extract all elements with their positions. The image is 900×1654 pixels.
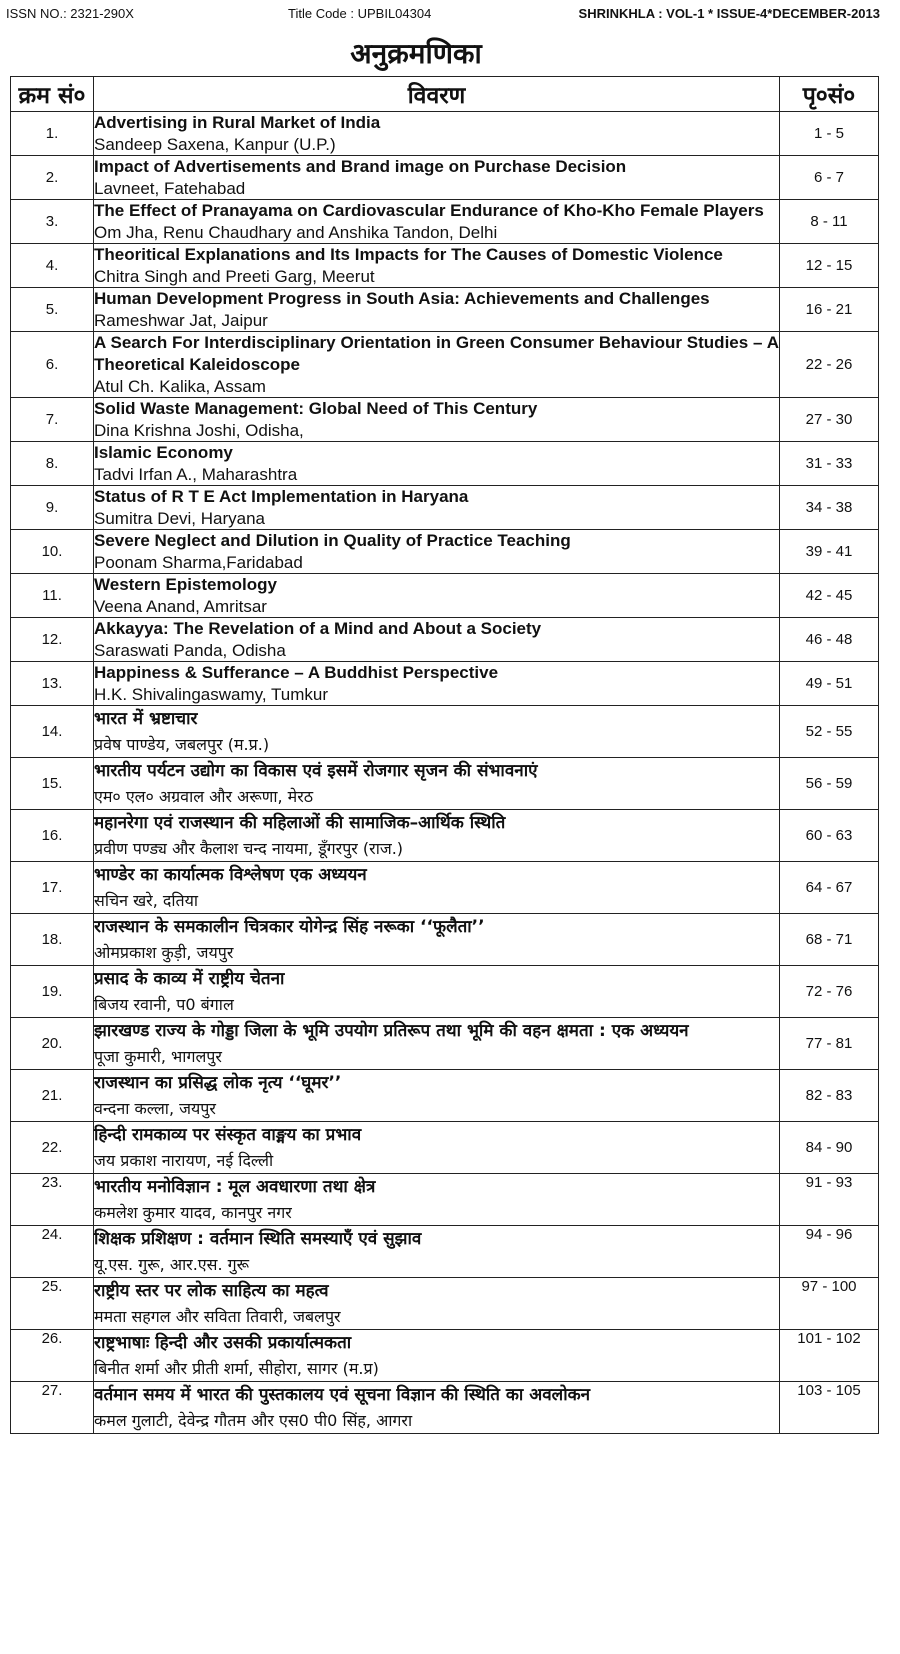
article-author: Sandeep Saxena, Kanpur (U.P.) xyxy=(94,135,336,154)
article-title: Solid Waste Management: Global Need of This Century xyxy=(94,399,538,418)
row-page-range: 77 - 81 xyxy=(780,1018,879,1070)
article-author: बिनीत शर्मा और प्रीती शर्मा, सीहोरा, सागर (म.प्र) xyxy=(94,1359,379,1378)
row-description xyxy=(94,1122,780,1174)
row-page-range: 101 - 102 xyxy=(780,1330,879,1382)
row-page-range: 39 - 41 xyxy=(780,530,879,574)
row-description xyxy=(94,1226,780,1278)
row-serial-number: 4. xyxy=(11,244,94,288)
article-title: राष्ट्रभाषाः हिन्दी और उसकी प्रकार्यात्मकता xyxy=(94,1333,352,1353)
article-title: A Search For Interdisciplinary Orientation in Green Consumer Behaviour Studies – A Theoretical Kaleidoscope xyxy=(94,333,779,374)
table-row xyxy=(11,574,879,618)
table-row xyxy=(11,530,879,574)
row-page-range: 56 - 59 xyxy=(780,758,879,810)
row-page-range: 97 - 100 xyxy=(780,1278,879,1330)
article-title: भारतीय मनोविज्ञान : मूल अवधारणा तथा क्षेत्र xyxy=(94,1177,376,1197)
article-title: हिन्दी रामकाव्य पर संस्कृत वाङ्मय का प्रभाव xyxy=(94,1125,362,1145)
table-row xyxy=(11,618,879,662)
row-description xyxy=(94,530,780,574)
row-description xyxy=(94,706,780,758)
table-row xyxy=(11,758,879,810)
row-page-range: 52 - 55 xyxy=(780,706,879,758)
article-author: Veena Anand, Amritsar xyxy=(94,597,267,616)
article-title: शिक्षक प्रशिक्षण : वर्तमान स्थिति समस्याएँ एवं सुझाव xyxy=(94,1229,422,1249)
table-row xyxy=(11,244,879,288)
row-description xyxy=(94,966,780,1018)
row-serial-number: 13. xyxy=(11,662,94,706)
table-row xyxy=(11,1278,879,1330)
article-title: The Effect of Pranayama on Cardiovascular Endurance of Kho-Kho Female Players xyxy=(94,201,764,220)
row-page-range: 103 - 105 xyxy=(780,1382,879,1434)
article-title: राजस्थान के समकालीन चित्रकार योगेन्द्र सिंह नरूका ‘‘फूलैता’’ xyxy=(94,917,485,937)
row-description xyxy=(94,618,780,662)
running-header xyxy=(0,6,900,26)
row-description xyxy=(94,398,780,442)
row-description xyxy=(94,862,780,914)
row-page-range: 16 - 21 xyxy=(780,288,879,332)
row-page-range: 91 - 93 xyxy=(780,1174,879,1226)
row-description xyxy=(94,200,780,244)
row-description xyxy=(94,1070,780,1122)
article-title: Impact of Advertisements and Brand image on Purchase Decision xyxy=(94,157,627,176)
row-serial-number: 14. xyxy=(11,706,94,758)
row-description xyxy=(94,1382,780,1434)
table-row xyxy=(11,288,879,332)
row-description xyxy=(94,332,780,398)
row-serial-number: 16. xyxy=(11,810,94,862)
article-author: वन्दना कल्ला, जयपुर xyxy=(94,1099,216,1118)
row-page-range: 34 - 38 xyxy=(780,486,879,530)
article-author: ओमप्रकाश कुड़ी, जयपुर xyxy=(94,943,234,962)
row-page-range: 49 - 51 xyxy=(780,662,879,706)
row-serial-number: 18. xyxy=(11,914,94,966)
row-serial-number: 1. xyxy=(11,112,94,156)
row-serial-number: 2. xyxy=(11,156,94,200)
table-row xyxy=(11,662,879,706)
article-author: बिजय रवानी, प0 बंगाल xyxy=(94,995,234,1014)
article-author: Atul Ch. Kalika, Assam xyxy=(94,377,266,396)
article-author: जय प्रकाश नारायण, नई दिल्ली xyxy=(94,1151,274,1170)
table-row xyxy=(11,112,879,156)
header-pages: पृ०सं० xyxy=(780,77,879,112)
article-title: भाण्डेर का कार्यात्मक विश्लेषण एक अध्ययन xyxy=(94,865,367,885)
row-description xyxy=(94,244,780,288)
article-author: सचिन खरे, दतिया xyxy=(94,891,199,910)
article-author: Lavneet, Fatehabad xyxy=(94,179,246,198)
row-serial-number: 5. xyxy=(11,288,94,332)
row-serial-number: 9. xyxy=(11,486,94,530)
table-row xyxy=(11,1070,879,1122)
row-serial-number: 12. xyxy=(11,618,94,662)
row-description xyxy=(94,156,780,200)
table-row xyxy=(11,1122,879,1174)
article-title: भारतीय पर्यटन उद्योग का विकास एवं इसमें रोजगार सृजन की संभावनाएं xyxy=(94,761,538,781)
table-row xyxy=(11,1018,879,1070)
row-serial-number: 25. xyxy=(11,1278,94,1330)
row-description xyxy=(94,914,780,966)
row-description xyxy=(94,442,780,486)
article-author: Saraswati Panda, Odisha xyxy=(94,641,286,660)
row-description xyxy=(94,1330,780,1382)
article-author: यू.एस. गुरू, आर.एस. गुरू xyxy=(94,1255,250,1274)
page-title: अनुक्रमणिका xyxy=(350,37,482,70)
article-title: Human Development Progress in South Asia: Achievements and Challenges xyxy=(94,289,710,308)
row-description xyxy=(94,1018,780,1070)
article-title: राजस्थान का प्रसिद्ध लोक नृत्य ‘‘घूमर’’ xyxy=(94,1073,342,1093)
row-serial-number: 6. xyxy=(11,332,94,398)
article-title: Advertising in Rural Market of India xyxy=(94,113,381,132)
row-page-range: 68 - 71 xyxy=(780,914,879,966)
article-author: H.K. Shivalingaswamy, Tumkur xyxy=(94,685,328,704)
article-title: Akkayya: The Revelation of a Mind and About a Society xyxy=(94,619,542,638)
article-title: वर्तमान समय में भारत की पुस्तकालय एवं सूचना विज्ञान की स्थिति का अवलोकन xyxy=(94,1385,591,1405)
row-serial-number: 26. xyxy=(11,1330,94,1382)
row-serial-number: 24. xyxy=(11,1226,94,1278)
row-description xyxy=(94,758,780,810)
row-description xyxy=(94,112,780,156)
row-description xyxy=(94,662,780,706)
article-title: Status of R T E Act Implementation in Haryana xyxy=(94,487,469,506)
article-title: Western Epistemology xyxy=(94,575,277,594)
article-title: राष्ट्रीय स्तर पर लोक साहित्य का महत्व xyxy=(94,1281,329,1301)
table-row xyxy=(11,332,879,398)
row-serial-number: 8. xyxy=(11,442,94,486)
row-serial-number: 27. xyxy=(11,1382,94,1434)
table-row xyxy=(11,1382,879,1434)
article-author: ममता सहगल और सविता तिवारी, जबलपुर xyxy=(94,1307,341,1326)
row-description xyxy=(94,486,780,530)
article-title: झारखण्ड राज्य के गोड्डा जिला के भूमि उपयोग प्रतिरूप तथा भूमि की वहन क्षमता : एक अध्ययन xyxy=(94,1021,689,1041)
row-serial-number: 15. xyxy=(11,758,94,810)
article-author: Tadvi Irfan A., Maharashtra xyxy=(94,465,298,484)
row-description xyxy=(94,1174,780,1226)
row-page-range: 31 - 33 xyxy=(780,442,879,486)
article-title: महानरेगा एवं राजस्थान की महिलाओं की सामाजिक–आर्थिक स्थिति xyxy=(94,813,506,833)
row-page-range: 22 - 26 xyxy=(780,332,879,398)
row-page-range: 64 - 67 xyxy=(780,862,879,914)
row-serial-number: 7. xyxy=(11,398,94,442)
table-row xyxy=(11,156,879,200)
article-author: पूजा कुमारी, भागलपुर xyxy=(94,1047,222,1066)
article-author: एम० एल० अग्रवाल और अरूणा, मेरठ xyxy=(94,787,314,806)
row-description xyxy=(94,574,780,618)
row-serial-number: 11. xyxy=(11,574,94,618)
row-page-range: 94 - 96 xyxy=(780,1226,879,1278)
table-row xyxy=(11,200,879,244)
article-title: Severe Neglect and Dilution in Quality of Practice Teaching xyxy=(94,531,571,550)
issn-number: ISSN NO.: 2321-290X xyxy=(6,6,134,21)
table-row xyxy=(11,486,879,530)
header-description: विवरण xyxy=(94,77,780,112)
article-author: प्रवेष पाण्डेय, जबलपुर (म.प्र.) xyxy=(94,735,270,754)
title-code: Title Code : UPBIL04304 xyxy=(288,6,432,21)
article-author: प्रवीण पण्ड्य और कैलाश चन्द नायमा, डूँगरपुर (राज.) xyxy=(94,839,404,858)
row-page-range: 1 - 5 xyxy=(780,112,879,156)
article-author: कमलेश कुमार यादव, कानपुर नगर xyxy=(94,1203,292,1222)
row-page-range: 82 - 83 xyxy=(780,1070,879,1122)
article-title: Happiness & Sufferance – A Buddhist Perspective xyxy=(94,663,499,682)
article-author: Rameshwar Jat, Jaipur xyxy=(94,311,268,330)
header-serial: क्रम सं० xyxy=(11,77,94,112)
article-author: Chitra Singh and Preeti Garg, Meerut xyxy=(94,267,375,286)
table-row xyxy=(11,1330,879,1382)
table-row xyxy=(11,1226,879,1278)
row-page-range: 12 - 15 xyxy=(780,244,879,288)
row-description xyxy=(94,1278,780,1330)
article-title: Islamic Economy xyxy=(94,443,233,462)
row-page-range: 27 - 30 xyxy=(780,398,879,442)
row-serial-number: 19. xyxy=(11,966,94,1018)
row-page-range: 60 - 63 xyxy=(780,810,879,862)
row-serial-number: 23. xyxy=(11,1174,94,1226)
table-row xyxy=(11,398,879,442)
article-author: Om Jha, Renu Chaudhary and Anshika Tandon, Delhi xyxy=(94,223,498,242)
contents-table xyxy=(10,76,879,1434)
row-description xyxy=(94,288,780,332)
table-row xyxy=(11,914,879,966)
table-row xyxy=(11,862,879,914)
table-row xyxy=(11,442,879,486)
table-body xyxy=(11,112,879,1434)
article-author: कमल गुलाटी, देवेन्द्र गौतम और एस0 पी0 सिंह, आगरा xyxy=(94,1411,413,1430)
article-author: Poonam Sharma,Faridabad xyxy=(94,553,303,572)
article-title: प्रसाद के काव्य में राष्ट्रीय चेतना xyxy=(94,969,285,989)
row-serial-number: 10. xyxy=(11,530,94,574)
table-row xyxy=(11,966,879,1018)
row-serial-number: 3. xyxy=(11,200,94,244)
row-page-range: 6 - 7 xyxy=(780,156,879,200)
table-row xyxy=(11,706,879,758)
row-serial-number: 20. xyxy=(11,1018,94,1070)
row-page-range: 46 - 48 xyxy=(780,618,879,662)
row-serial-number: 22. xyxy=(11,1122,94,1174)
article-author: Sumitra Devi, Haryana xyxy=(94,509,266,528)
row-serial-number: 17. xyxy=(11,862,94,914)
row-description xyxy=(94,810,780,862)
row-page-range: 72 - 76 xyxy=(780,966,879,1018)
article-title: भारत में भ्रष्टाचार xyxy=(94,709,198,729)
row-serial-number: 21. xyxy=(11,1070,94,1122)
table-row xyxy=(11,810,879,862)
journal-issue: SHRINKHLA : VOL-1 * ISSUE-4*DECEMBER-2013 xyxy=(578,6,880,21)
table-header-row xyxy=(11,77,879,112)
row-page-range: 8 - 11 xyxy=(780,200,879,244)
article-title: Theoritical Explanations and Its Impacts for The Causes of Domestic Violence xyxy=(94,245,723,264)
row-page-range: 84 - 90 xyxy=(780,1122,879,1174)
row-page-range: 42 - 45 xyxy=(780,574,879,618)
article-author: Dina Krishna Joshi, Odisha, xyxy=(94,421,304,440)
table-row xyxy=(11,1174,879,1226)
